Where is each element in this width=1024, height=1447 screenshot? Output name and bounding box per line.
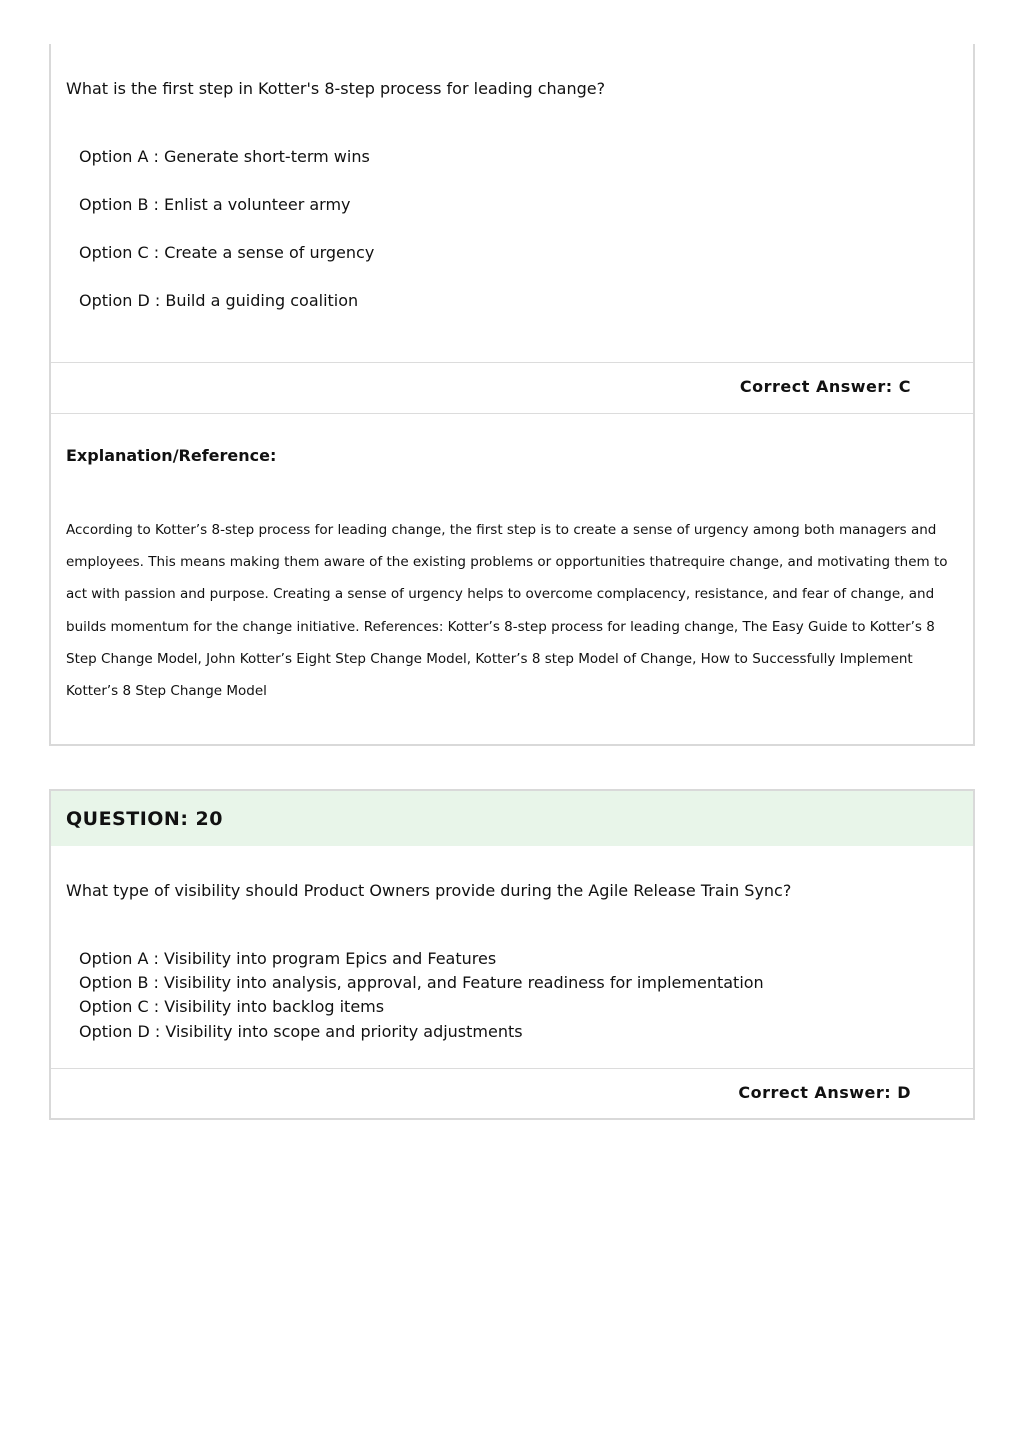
divider: [51, 1068, 973, 1069]
correct-answer: Correct Answer: D: [738, 1083, 911, 1102]
divider: [51, 413, 973, 414]
question-text: What type of visibility should Product Owners provide during the Agile Release Train Sync?: [66, 881, 792, 900]
option-d: Option D : Visibility into scope and priority adjustments: [79, 1022, 523, 1041]
divider: [51, 362, 973, 363]
option-b: Option B : Visibility into analysis, approval, and Feature readiness for implementation: [79, 973, 764, 992]
question-card-20: [49, 789, 975, 1120]
option-c: Option C : Create a sense of urgency: [79, 243, 375, 262]
option-d: Option D : Build a guiding coalition: [79, 291, 359, 310]
option-a: Option A : Visibility into program Epics and Features: [79, 949, 497, 968]
option-b: Option B : Enlist a volunteer army: [79, 195, 351, 214]
option-c: Option C : Visibility into backlog items: [79, 997, 385, 1016]
correct-answer: Correct Answer: C: [739, 377, 911, 396]
question-header: [51, 791, 973, 846]
question-card-19: [49, 44, 975, 746]
option-a: Option A : Generate short-term wins: [79, 147, 370, 166]
question-number: QUESTION: 20: [66, 808, 223, 830]
question-text: What is the first step in Kotter's 8-step process for leading change?: [66, 79, 606, 98]
explanation-text: According to Kotter’s 8-step process for leading change, the first step is to create a sense of urgency among both managers and employees. This means making them aware of the existing problems or opportunities thatrequire change, and motivating them to act with passion and purpose. Creating a sense of urgency helps to overcome complacency, resistance, and fear of change, and builds momentum for the change initiative. References: Kotter’s 8-step process for leading change, The Easy Guide to Kotter’s 8 Step Change Model, John Kotter’s Eight Step Change Model, Kotter’s 8 step Model of Change, How to Successfully Implement Kotter’s 8 Step Change Model: [66, 522, 948, 700]
explanation-heading: Explanation/Reference:: [66, 446, 277, 465]
